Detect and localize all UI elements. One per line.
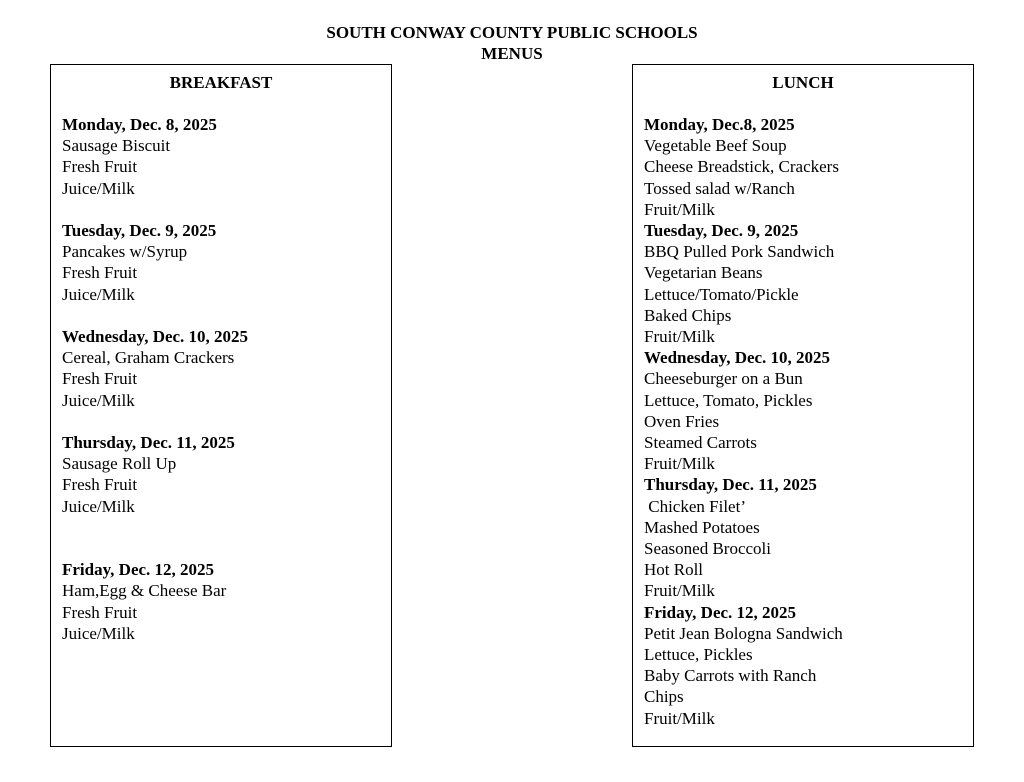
lunch-menu-item: Petit Jean Bologna Sandwich: [644, 623, 843, 643]
breakfast-day-heading: Wednesday, Dec. 10, 2025: [62, 327, 249, 346]
breakfast-day-heading: Monday, Dec. 8, 2025: [62, 115, 217, 134]
lunch-menu-item: Steamed Carrots: [644, 433, 757, 453]
lunch-menu-item: Oven Fries: [644, 411, 720, 431]
breakfast-day-block: [62, 559, 248, 644]
lunch-day-heading: Friday, Dec. 12, 2025: [644, 602, 797, 622]
breakfast-menu-item: Fresh Fruit: [62, 475, 138, 495]
lunch-menu-item: Fruit/Milk: [644, 199, 715, 219]
lunch-menu-item: Lettuce, Pickles: [644, 645, 753, 665]
breakfast-menu-item: Fresh Fruit: [62, 602, 138, 622]
lunch-menu-item: Fruit/Milk: [644, 327, 715, 347]
lunch-day-heading: Thursday, Dec. 11, 2025: [644, 475, 817, 495]
page-title: [0, 22, 1024, 64]
lunch-menu-box: [632, 64, 974, 747]
breakfast-menu-item: Pancakes w/Syrup: [62, 242, 188, 262]
breakfast-day-list: [62, 114, 248, 665]
breakfast-menu-item: Juice/Milk: [62, 178, 135, 198]
lunch-menu-item: Lettuce, Tomato, Pickles: [644, 390, 813, 410]
lunch-menu-item: Tossed salad w/Ranch: [644, 178, 795, 198]
breakfast-menu-item: Juice/Milk: [62, 496, 135, 516]
lunch-menu-item: Lettuce/Tomato/Pickle: [644, 284, 799, 304]
breakfast-day-heading: Friday, Dec. 12, 2025: [62, 560, 215, 580]
breakfast-menu-item: Fresh Fruit: [62, 263, 138, 283]
breakfast-menu-item: Juice/Milk: [62, 623, 135, 643]
menus-label: MENUS: [481, 44, 543, 63]
breakfast-menu-item: Juice/Milk: [62, 284, 135, 304]
breakfast-menu-box: [50, 64, 392, 747]
lunch-menu-item: Hot Roll: [644, 560, 704, 580]
breakfast-menu-item: Fresh Fruit: [62, 157, 138, 177]
lunch-menu-item: Fruit/Milk: [644, 708, 715, 728]
breakfast-menu-item: Ham,Egg & Cheese Bar: [62, 581, 227, 601]
breakfast-day-block: [62, 114, 248, 199]
lunch-day-heading: Wednesday, Dec. 10, 2025: [644, 348, 831, 368]
breakfast-menu-item: Sausage Biscuit: [62, 136, 171, 156]
breakfast-menu-item: Fresh Fruit: [62, 369, 138, 389]
lunch-menu-item: Baby Carrots with Ranch: [644, 666, 817, 686]
breakfast-menu-item: Juice/Milk: [62, 390, 135, 410]
breakfast-day-block: [62, 326, 248, 411]
lunch-day-heading: Monday, Dec.8, 2025: [644, 115, 795, 134]
district-name: SOUTH CONWAY COUNTY PUBLIC SCHOOLS: [326, 23, 698, 42]
lunch-menu-item: Mashed Potatoes: [644, 517, 760, 537]
breakfast-day-heading: Thursday, Dec. 11, 2025: [62, 433, 235, 452]
lunch-menu-item: Vegetarian Beans: [644, 263, 763, 283]
lunch-day-block: [644, 474, 843, 601]
lunch-menu-item: Baked Chips: [644, 305, 732, 325]
lunch-menu-item: Seasoned Broccoli: [644, 539, 771, 559]
lunch-day-block: [644, 220, 843, 347]
breakfast-day-block: [62, 432, 248, 517]
lunch-menu-item: Cheese Breadstick, Crackers: [644, 157, 839, 177]
breakfast-day-heading: Tuesday, Dec. 9, 2025: [62, 221, 217, 240]
lunch-day-list: [644, 114, 843, 729]
lunch-menu-item: Chips: [644, 687, 684, 707]
lunch-day-block: [644, 114, 843, 220]
lunch-day-block: [644, 347, 843, 474]
breakfast-menu-item: Cereal, Graham Crackers: [62, 348, 235, 368]
breakfast-heading: BREAKFAST: [169, 73, 273, 92]
lunch-menu-item: Fruit/Milk: [644, 454, 715, 474]
lunch-menu-item: Fruit/Milk: [644, 581, 715, 601]
lunch-menu-item: Cheeseburger on a Bun: [644, 369, 803, 389]
lunch-menu-item: Chicken Filet’: [644, 496, 746, 516]
breakfast-day-block: [62, 220, 248, 305]
lunch-menu-item: Vegetable Beef Soup: [644, 136, 787, 156]
lunch-day-block: [644, 602, 843, 729]
lunch-heading: LUNCH: [772, 73, 834, 92]
breakfast-menu-item: Sausage Roll Up: [62, 454, 177, 474]
lunch-menu-item: BBQ Pulled Pork Sandwich: [644, 242, 835, 262]
lunch-day-heading: Tuesday, Dec. 9, 2025: [644, 221, 799, 241]
